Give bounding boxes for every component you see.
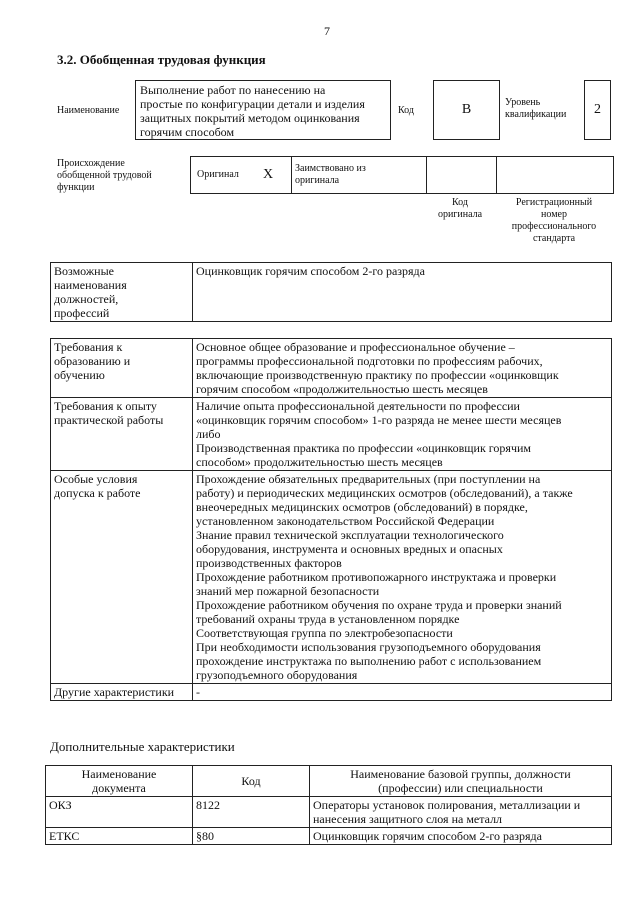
positions-table — [50, 262, 612, 322]
level-value: 2 — [584, 80, 611, 140]
table-row — [51, 339, 612, 398]
table-row — [46, 797, 612, 828]
positions-value: Оцинковщик горячим способом 2-го разряда — [193, 263, 612, 322]
function-name-line: защитных покрытий методом оцинкования — [140, 111, 360, 125]
table-row — [51, 471, 612, 684]
requirement-value: Прохождение обязательных предварительных (при поступлении на работу) и периодических медицинских осмотров (обследований), а также внеочередных медицинских осмотров (обследований) в порядке, установленном законодательством Российской Федерации Знание правил технической эксплуатации технологического оборудования, инструмента и основных вредных и опасных производственных факторов Прохождение работником противопожарного инструктажа и проверки знаний мер пожарной безопасности Прохождение работником обучения по охране труда и проверки знаний требований охраны труда в установленном порядке Соответствующая группа по электробезопасности При необходимости использования грузоподъемного оборудования прохождение инструктажа по выполнению работ с использованием грузоподъемного оборудования — [193, 471, 612, 684]
header-doc: Наименование документа — [46, 766, 193, 797]
code-original-caption: Код оригинала — [437, 197, 483, 220]
origin-box — [190, 156, 614, 194]
requirement-label: Особые условия допуска к работе — [51, 471, 193, 684]
additional-title: Дополнительные характеристики — [50, 739, 235, 754]
divider — [496, 157, 497, 193]
row-doc: ОКЗ — [46, 797, 193, 828]
function-name-line: простые по конфигурации детали и изделия — [140, 97, 365, 111]
header-code: Код — [193, 766, 310, 797]
original-mark: X — [263, 167, 274, 182]
code-value: В — [433, 80, 500, 140]
page-number: 7 — [324, 24, 330, 38]
reg-number-caption: Регистрационный номер профессионального стандарта — [511, 197, 597, 244]
borrowed-label: Заимствовано из оригинала — [295, 163, 366, 186]
row-code: 8122 — [193, 797, 310, 828]
divider — [426, 157, 427, 193]
requirement-value: - — [193, 684, 612, 701]
level-label: Уровень квалификации — [505, 97, 567, 120]
row-name: Операторы установок полирования, металлизации и нанесения защитного слоя на металл — [310, 797, 612, 828]
function-name-line: горячим способом — [140, 125, 235, 139]
requirement-label: Другие характеристики — [51, 684, 193, 701]
original-label: Оригинал — [197, 169, 239, 180]
original-cell — [191, 157, 292, 193]
requirements-table — [50, 338, 612, 701]
requirement-value: Наличие опыта профессиональной деятельности по профессии «оцинковщик горячим способом» 1-го разряда не менее шести месяцев либо Производственная практика по профессии «оцинковщик горячим способом» продолжительностью шесть месяцев — [193, 398, 612, 471]
name-label: Наименование — [57, 105, 120, 116]
function-name-line: Выполнение работ по нанесению на — [140, 83, 326, 97]
table-header-row — [46, 766, 612, 797]
table-row — [51, 398, 612, 471]
requirement-label: Требования к образованию и обучению — [51, 339, 193, 398]
section-title: 3.2. Обобщенная трудовая функция — [57, 52, 266, 67]
row-code: §80 — [193, 828, 310, 845]
requirement-value: Основное общее образование и профессиональное обучение – программы профессиональной подготовки по профессиям рабочих, включающие производственную практику по профессии «оцинковщик горячим способом «продолжительностью шесть месяцев — [193, 339, 612, 398]
code-label: Код — [398, 105, 414, 116]
header-group: Наименование базовой группы, должности (профессии) или специальности — [310, 766, 612, 797]
table-row — [46, 828, 612, 845]
table-row — [51, 684, 612, 701]
additional-table — [45, 765, 612, 845]
row-doc: ЕТКС — [46, 828, 193, 845]
requirement-label: Требования к опыту практической работы — [51, 398, 193, 471]
positions-label: Возможные наименования должностей, профессий — [51, 263, 193, 322]
function-name-box — [135, 80, 391, 140]
origin-label: Происхождение обобщенной трудовой функции — [57, 158, 152, 193]
row-name: Оцинковщик горячим способом 2-го разряда — [310, 828, 612, 845]
